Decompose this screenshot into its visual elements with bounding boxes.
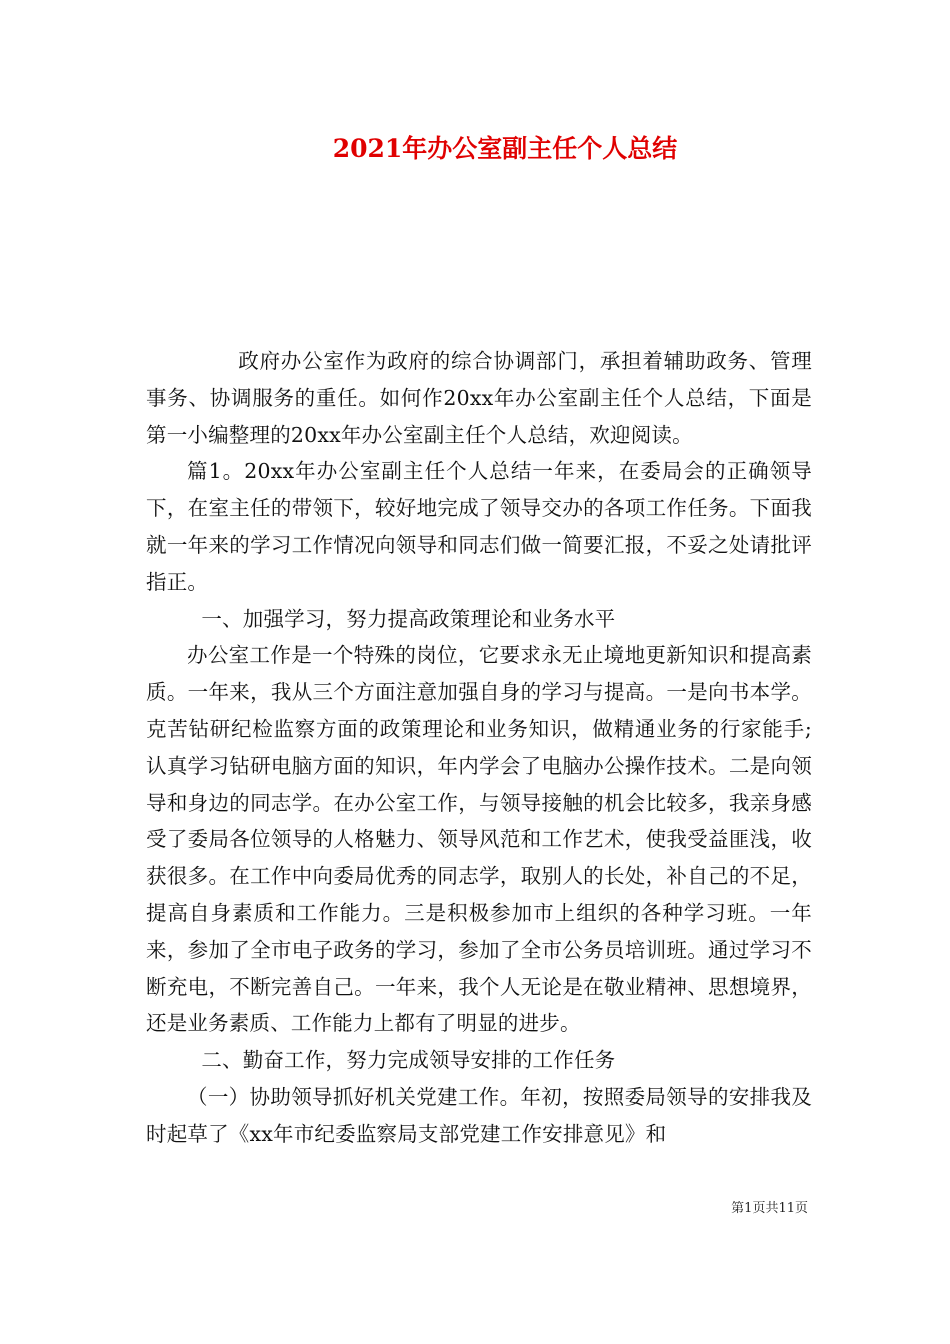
heading-study: 一、加强学习，努力提高政策理论和业务水平 (201, 606, 616, 631)
intro-paragraph: 政府办公室作为政府的综合协调部门，承担着辅助政务、管理事务、协调服务的重任。如何作20xx年办公室副主任个人总结，下面是第一小编整理的20xx年办公室副主任个人总结，欢迎阅读。 (146, 349, 812, 447)
document-body (146, 343, 812, 1153)
study-paragraph: 办公室工作是一个特殊的岗位，它要求永无止境地更新知识和提高素质。一年来，我从三个方面注意加强自身的学习与提高。一是向书本学。克苦钻研纪检监察方面的政策理论和业务知识，做精通业务的行家能手;认真学习钻研电脑方面的知识，年内学会了电脑办公操作技术。二是向领导和身边的同志学。在办公室工作，与领导接触的机会比较多，我亲身感受了委局各位领导的人格魅力、领导风范和工作艺术，使我受益匪浅，收获很多。在工作中向委局优秀的同志学，取别人的长处，补自己的不足，提高自身素质和工作能力。三是积极参加市上组织的各种学习班。一年来，参加了全市电子政务的学习，参加了全市公务员培训班。通过学习不断充电，不断完善自己。一年来，我个人无论是在敬业精神、思想境界，还是业务素质、工作能力上都有了明显的进步。 (146, 643, 812, 1036)
heading-work: 二、勤奋工作，努力完成领导安排的工作任务 (201, 1048, 616, 1073)
page-number: 第1页共11页 (731, 1201, 808, 1216)
document-title: 2021年办公室副主任个人总结 (332, 134, 678, 163)
party-building-paragraph: （一）协助领导抓好机关党建工作。年初，按照委局领导的安排我及时起草了《xx年市纪委监察局支部党建工作安排意见》和 (146, 1084, 812, 1146)
section-paragraph-1: 篇1。20xx年办公室副主任个人总结一年来，在委局会的正确领导下，在室主任的带领下，较好地完成了领导交办的各项工作任务。下面我就一年来的学习工作情况向领导和同志们做一简要汇报，不妥之处请批评指正。 (146, 459, 812, 594)
